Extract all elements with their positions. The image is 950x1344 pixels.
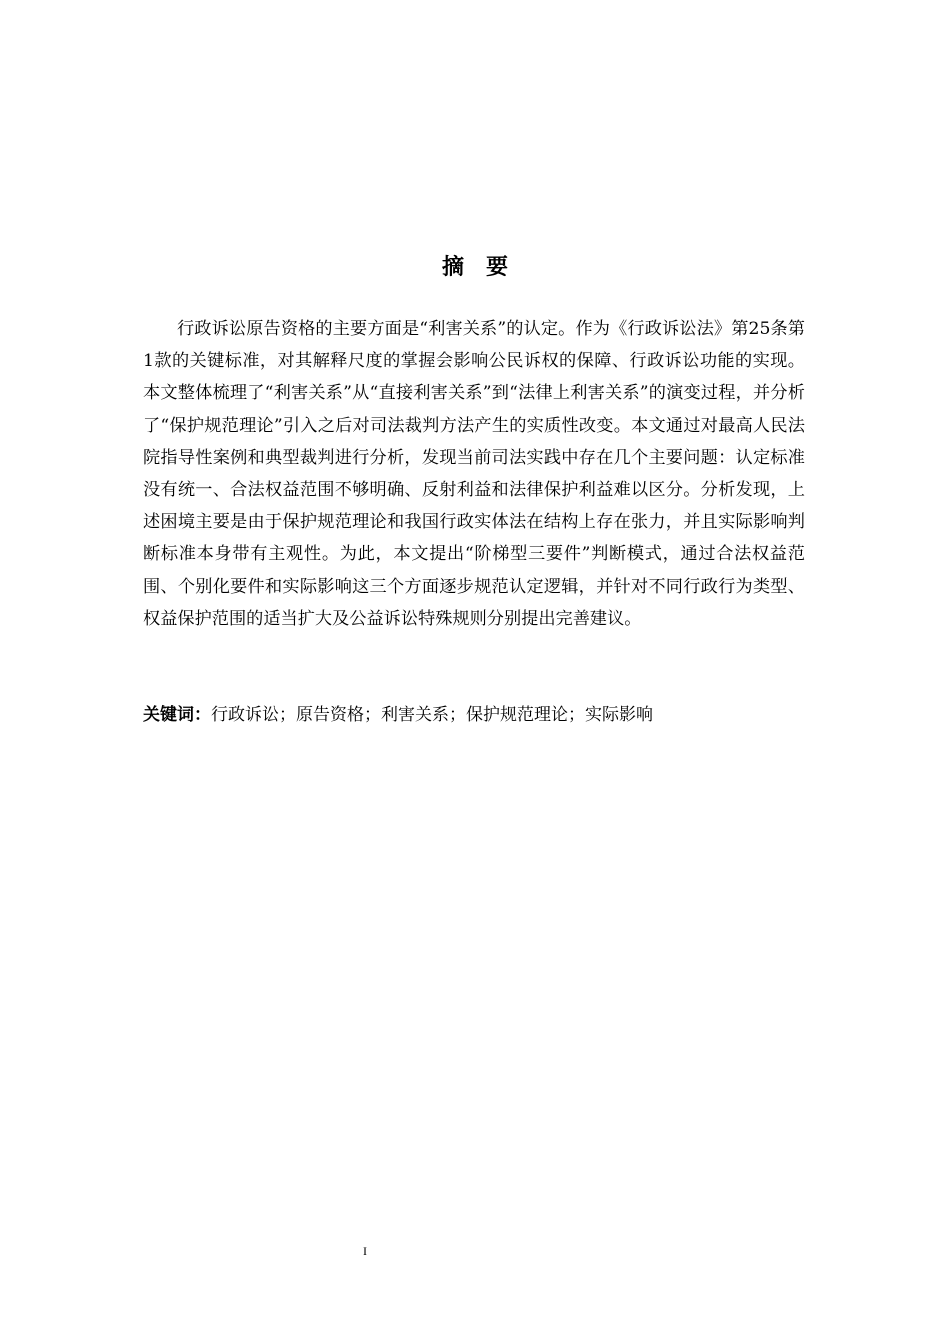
abstract-body: 行政诉讼原告资格的主要方面是“利害关系”的认定。作为《行政诉讼法》第25条第1款的关键标准，对其解释尺度的掌握会影响公民诉权的保障、行政诉讼功能的实现。本文整体梳理了“利害关系”从“直接利害关系”到“法律上利害关系”的演变过程，并分析了“保护规范理论”引入之后对司法裁判方法产生的实质性改变。本文通过对最高人民法院指导性案例和典型裁判进行分析，发现当前司法实践中存在几个主要问题：认定标准没有统一、合法权益范围不够明确、反射利益和法律保护利益难以区分。分析发现，上述困境主要是由于保护规范理论和我国行政实体法在结构上存在张力，并且实际影响判断标准本身带有主观性。为此，本文提出“阶梯型三要件”判断模式，通过合法权益范围、个别化要件和实际影响这三个方面逐步规范认定逻辑，并针对不同行政行为类型、权益保护范围的适当扩大及公益诉讼特殊规则分别提出完善建议。 [143,319,805,629]
keywords-text: 行政诉讼；原告资格；利害关系；保护规范理论；实际影响 [211,705,653,725]
keywords-line [143,701,805,729]
abstract-heading: 摘要 [441,255,530,280]
page-number: I [363,1244,367,1258]
keywords-label: 关键词： [143,705,211,725]
